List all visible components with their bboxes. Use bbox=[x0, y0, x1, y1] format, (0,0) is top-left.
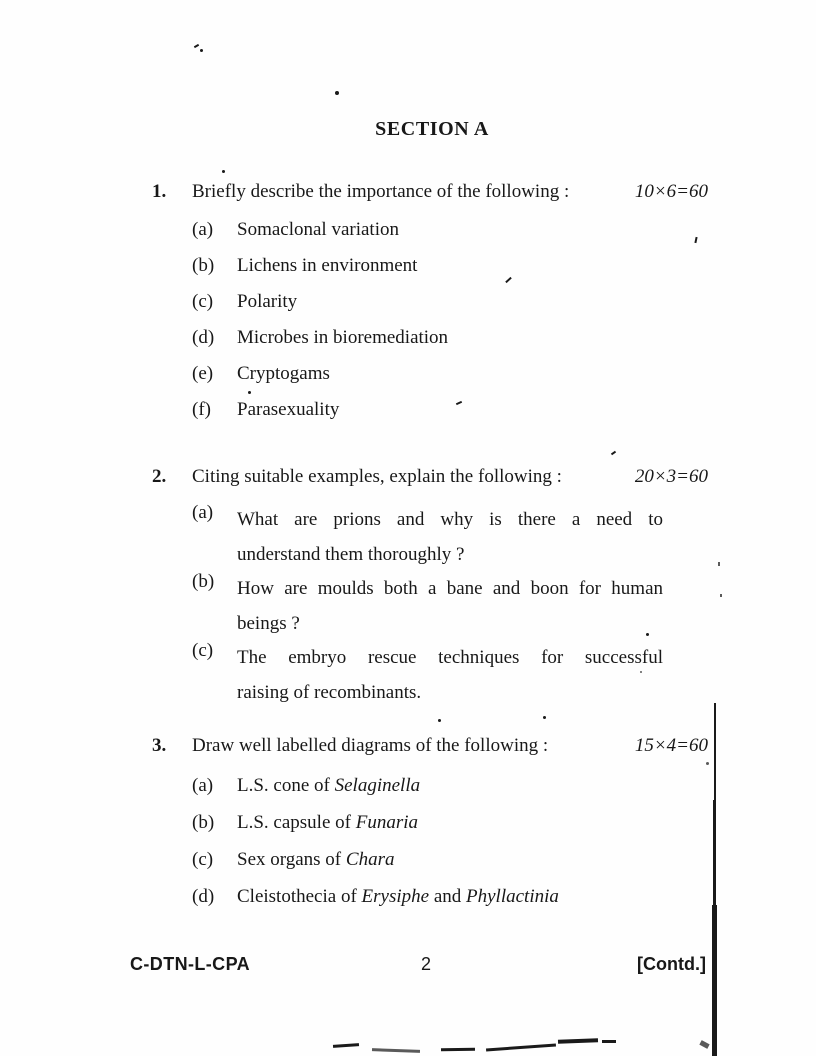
subquestion-1a bbox=[192, 220, 708, 240]
subquestion-label: (f) bbox=[192, 399, 211, 420]
scan-speck bbox=[718, 562, 720, 566]
subquestion-label: (e) bbox=[192, 363, 214, 384]
scan-smudge bbox=[602, 1040, 616, 1043]
subquestion-line: understand them thoroughly ? bbox=[237, 543, 465, 565]
question-2-marks: 20×3=60 bbox=[634, 466, 708, 487]
scan-speck bbox=[611, 451, 616, 456]
subquestion-text: Lichens in environment bbox=[237, 255, 418, 276]
species-name: Erysiphe bbox=[361, 886, 430, 907]
scan-speck bbox=[222, 170, 225, 173]
subquestion-1e bbox=[192, 364, 708, 384]
subquestion-label: (b) bbox=[192, 812, 215, 833]
question-3-items bbox=[192, 776, 708, 907]
text-segment: Sex organs of bbox=[237, 849, 346, 870]
subquestion-2a bbox=[192, 503, 708, 572]
question-2-items bbox=[192, 503, 708, 710]
question-1 bbox=[152, 182, 708, 436]
scan-speck bbox=[543, 716, 546, 719]
subquestion-3b bbox=[192, 813, 708, 833]
page-number: 2 bbox=[420, 954, 432, 974]
subquestion-text: Polarity bbox=[237, 291, 298, 312]
question-3-number: 3. bbox=[152, 735, 167, 756]
species-name: Phyllactinia bbox=[466, 886, 559, 907]
subquestion-label: (d) bbox=[192, 327, 215, 348]
subquestion-label: (c) bbox=[192, 291, 214, 312]
subquestion-line: How are moulds both a bane and boon for human bbox=[237, 578, 663, 599]
subquestion-1b bbox=[192, 256, 708, 276]
subquestion-3d bbox=[192, 887, 708, 907]
scan-speck bbox=[706, 762, 709, 765]
subquestion-line: The embryo rescue techniques for successful bbox=[237, 647, 663, 668]
subquestion-text: Somaclonal variation bbox=[237, 219, 399, 240]
scan-smudge bbox=[441, 1048, 475, 1052]
subquestion-label: (d) bbox=[192, 886, 215, 907]
species-name: Selaginella bbox=[334, 775, 421, 796]
question-1-prompt: Briefly describe the importance of the following : bbox=[192, 181, 570, 202]
scan-speck bbox=[699, 1040, 709, 1049]
species-name: Funaria bbox=[355, 812, 419, 833]
subquestion-text: Microbes in bioremediation bbox=[237, 327, 449, 348]
subquestion-label: (a) bbox=[192, 502, 214, 523]
subquestion-label: (a) bbox=[192, 775, 214, 796]
subquestion-label: (b) bbox=[192, 571, 215, 592]
scan-edge-line bbox=[712, 905, 717, 1056]
scan-speck bbox=[720, 594, 722, 597]
subquestion-line: beings ? bbox=[237, 612, 300, 634]
species-name: Chara bbox=[345, 849, 395, 870]
subquestion-text bbox=[237, 850, 708, 870]
question-2-header bbox=[152, 467, 708, 487]
subquestion-2c bbox=[192, 641, 708, 710]
subquestion-text bbox=[237, 776, 708, 796]
subquestion-text bbox=[237, 572, 663, 641]
subquestion-text bbox=[237, 503, 663, 572]
scan-speck bbox=[200, 49, 203, 52]
text-segment: Cleistothecia of bbox=[237, 886, 362, 907]
text-segment: L.S. capsule of bbox=[237, 812, 356, 833]
question-1-items bbox=[192, 220, 708, 420]
subquestion-text bbox=[237, 641, 663, 710]
question-3-header bbox=[152, 736, 708, 756]
text-segment: and bbox=[429, 886, 467, 907]
paper-code: C-DTN-L-CPA bbox=[130, 954, 251, 974]
subquestion-1d bbox=[192, 328, 708, 348]
subquestion-text: Cryptogams bbox=[237, 363, 330, 384]
question-2-number: 2. bbox=[152, 466, 167, 487]
subquestion-label: (b) bbox=[192, 255, 215, 276]
subquestion-text: Parasexuality bbox=[237, 399, 340, 420]
subquestion-2b bbox=[192, 572, 708, 641]
scan-smudge bbox=[486, 1044, 556, 1052]
subquestion-label: (c) bbox=[192, 849, 214, 870]
scan-edge-line bbox=[713, 800, 716, 912]
question-1-marks: 10×6=60 bbox=[634, 181, 708, 202]
subquestion-label: (a) bbox=[192, 219, 214, 240]
subquestion-text bbox=[237, 887, 708, 907]
question-2 bbox=[152, 467, 708, 710]
subquestion-line: What are prions and why is there a need to bbox=[237, 509, 663, 530]
text-segment: L.S. cone of bbox=[237, 775, 335, 796]
question-3-marks: 15×4=60 bbox=[634, 735, 708, 756]
question-2-prompt: Citing suitable examples, explain the following : bbox=[192, 466, 562, 487]
subquestion-label: (c) bbox=[192, 640, 214, 661]
scan-speck bbox=[335, 91, 339, 95]
subquestion-1c bbox=[192, 292, 708, 312]
contd-label: [Contd.] bbox=[637, 954, 706, 974]
scan-smudge bbox=[372, 1048, 420, 1053]
scan-smudge bbox=[558, 1038, 598, 1043]
question-3-prompt: Draw well labelled diagrams of the following : bbox=[192, 735, 549, 756]
scan-speck bbox=[194, 44, 199, 48]
scan-speck bbox=[248, 391, 251, 394]
subquestion-3c bbox=[192, 850, 708, 870]
section-title: SECTION A bbox=[375, 118, 489, 140]
scan-speck bbox=[438, 719, 441, 722]
question-1-header bbox=[152, 182, 708, 202]
subquestion-text bbox=[237, 813, 708, 833]
subquestion-line: raising of recombinants. bbox=[237, 681, 422, 703]
scan-speck bbox=[640, 671, 642, 673]
scan-edge-line bbox=[714, 703, 716, 808]
subquestion-3a bbox=[192, 776, 708, 796]
question-1-number: 1. bbox=[152, 181, 167, 202]
subquestion-1f bbox=[192, 400, 708, 420]
question-3 bbox=[152, 736, 708, 924]
scan-smudge bbox=[333, 1043, 359, 1048]
scan-speck bbox=[646, 633, 649, 636]
